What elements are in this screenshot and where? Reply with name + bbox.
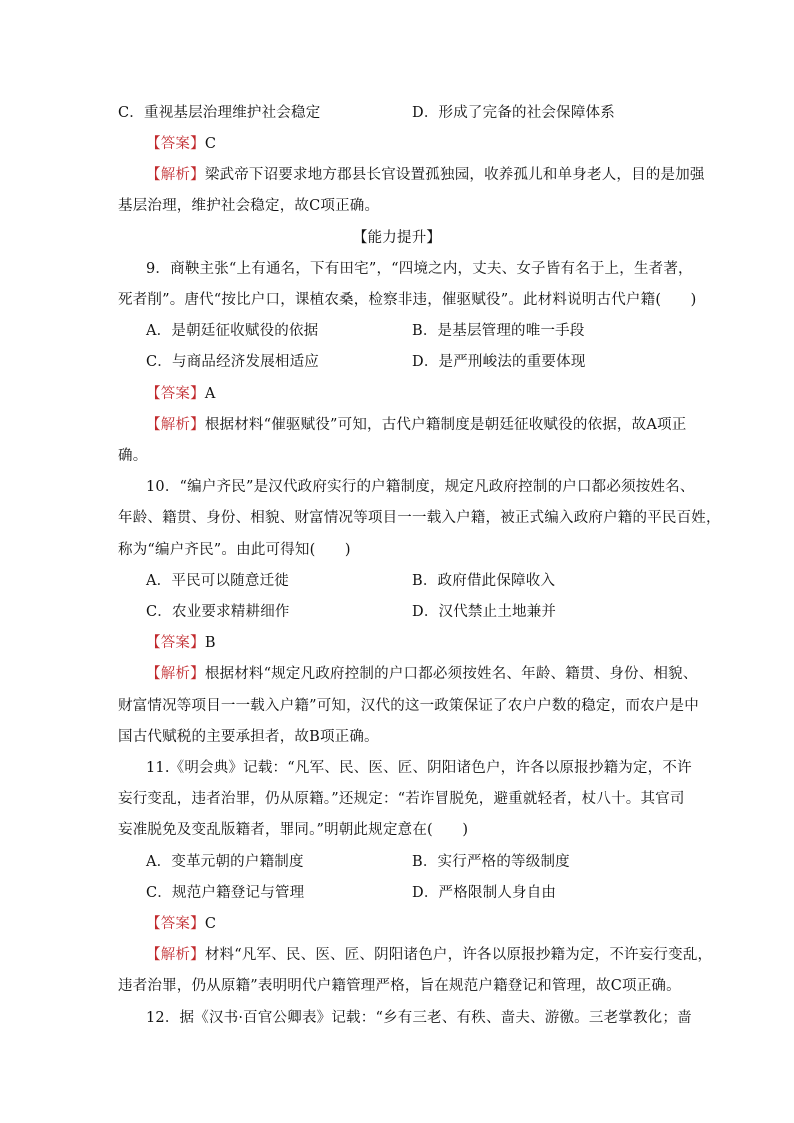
q11-stem-line-3: 妄准脱免及变乱版籍者，罪同。”明朝此规定意在( ): [118, 822, 469, 838]
answer-value: B: [204, 635, 216, 651]
answer-tag: 【答案】: [146, 386, 205, 402]
q9-answer: [146, 384, 706, 404]
analysis-tag: 【解析】: [146, 666, 205, 682]
q9-option-d: D．是严刑峻法的重要体现: [412, 354, 586, 370]
q9-stem-line-1: 9．商鞅主张“上有通名，下有田宅”，“四境之内，丈夫、女子皆有名于上，生者著，: [146, 261, 693, 277]
q10-option-b: B．政府借此保障收入: [412, 573, 556, 589]
q11-answer: [146, 914, 706, 934]
analysis-tag: 【解析】: [146, 947, 205, 963]
q10-analysis-line-3: 国古代赋税的主要承担者，故B项正确。: [118, 729, 379, 745]
answer-value: C: [204, 136, 217, 152]
q10-answer: [146, 633, 706, 653]
q10-stem-line-3: 称为“编户齐民”。由此可得知( ): [118, 542, 351, 558]
q10-analysis-line-1: [146, 664, 706, 684]
q11-analysis-line-2: 违者治罪，仍从原籍”表明明代户籍管理严格，旨在规范户籍登记和管理，故C项正确。: [118, 978, 681, 994]
q11-option-d: D．严格限制人身自由: [412, 885, 557, 901]
answer-tag: 【答案】: [146, 635, 205, 651]
answer-value: A: [204, 386, 216, 402]
analysis-text: 根据材料“规定凡政府控制的户口都必须按姓名、年龄、籍贯、身份、相貌、: [204, 666, 698, 682]
q8-analysis-line-1: [146, 165, 706, 185]
analysis-tag: 【解析】: [146, 167, 205, 183]
analysis-text: 根据材料“催驱赋役”可知，古代户籍制度是朝廷征收赋役的依据，故A项正: [204, 417, 687, 433]
q8-analysis-line-2: 基层治理，维护社会稳定，故C项正确。: [118, 198, 380, 214]
analysis-text: 材料“凡军、民、医、匠、阴阳诸色户，许各以原报抄籍为定，不许妄行变乱，: [204, 947, 713, 963]
q9-option-b: B．是基层管理的唯一手段: [412, 323, 585, 339]
q9-analysis-line-1: [146, 415, 706, 435]
q8-option-c: C．重视基层治理维护社会稳定: [118, 105, 321, 121]
q9-analysis-line-2: 确。: [118, 448, 148, 464]
q11-stem-line-1: 11.《明会典》记载：“凡军、民、医、匠、阴阳诸色户，许各以原报抄籍为定，不许: [146, 760, 692, 776]
section-title: 【能力提升】: [352, 230, 442, 246]
analysis-tag: 【解析】: [146, 417, 205, 433]
q10-option-c: C．农业要求精耕细作: [146, 604, 290, 620]
q10-stem-line-2: 年龄、籍贯、身份、相貌、财富情况等项目一一载入户籍，被正式编入政府户籍的平民百姓，: [118, 510, 721, 526]
q9-option-c: C．与商品经济发展相适应: [146, 354, 319, 370]
answer-tag: 【答案】: [146, 136, 205, 152]
q11-option-a: A．变革元朝的户籍制度: [146, 854, 304, 870]
answer-tag: 【答案】: [146, 916, 205, 932]
q12-stem-line-1: 12．据《汉书·百官公卿表》记载：“乡有三老、有秩、啬夫、游徼。三老掌教化；啬: [146, 1010, 692, 1026]
q11-option-c: C．规范户籍登记与管理: [146, 885, 305, 901]
q10-option-a: A．平民可以随意迁徙: [146, 573, 289, 589]
q11-analysis-line-1: [146, 945, 713, 965]
q9-stem-line-2: 死者削”。唐代“按比户口，课植农桑，检察非违，催驱赋役”。此材料说明古代户籍( ): [118, 292, 697, 308]
q9-option-a: A．是朝廷征收赋役的依据: [146, 323, 319, 339]
q11-stem-line-2: 妄行变乱，违者治罪，仍从原籍。”还规定：“若诈冒脱免，避重就轻者，杖八十。其官司: [118, 791, 685, 807]
analysis-text: 梁武帝下诏要求地方郡县长官设置孤独园，收养孤儿和单身老人，目的是加强: [204, 167, 705, 183]
q8-answer: [146, 134, 706, 154]
q8-option-d: D．形成了完备的社会保障体系: [412, 105, 615, 121]
q11-option-b: B．实行严格的等级制度: [412, 854, 570, 870]
q10-stem-line-1: 10．“编户齐民”是汉代政府实行的户籍制度，规定凡政府控制的户口都必须按姓名、: [146, 479, 695, 495]
q10-option-d: D．汉代禁止土地兼并: [412, 604, 557, 620]
q10-analysis-line-2: 财富情况等项目一一载入户籍”可知，汉代的这一政策保证了农户户数的稳定，而农户是中: [118, 698, 699, 714]
answer-value: C: [204, 916, 217, 932]
